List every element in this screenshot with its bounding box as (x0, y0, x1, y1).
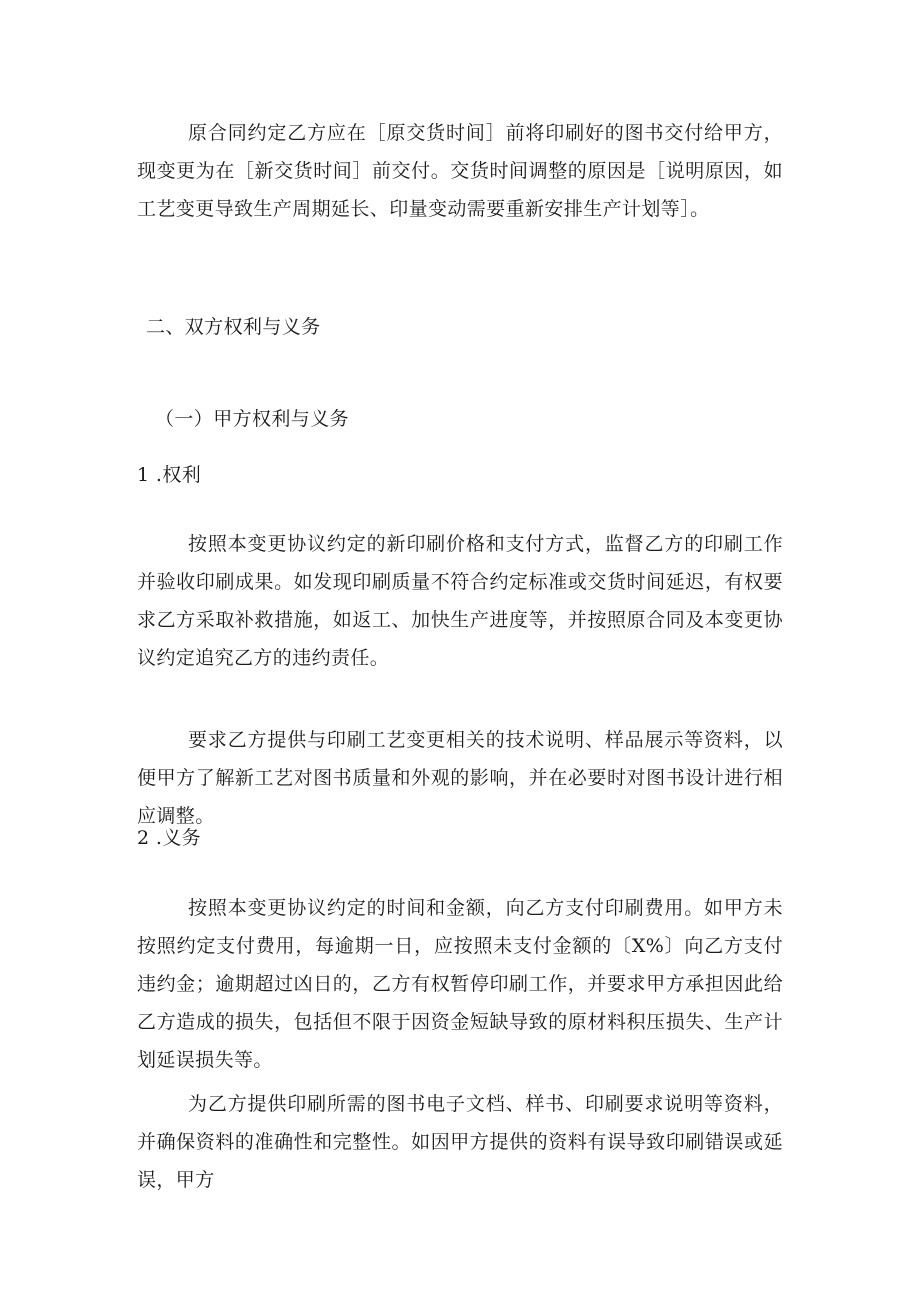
duties-paragraph-1: 按照本变更协议约定的时间和金额，向乙方支付印刷费用。如甲方未按照约定支付费用，每逾期一日，应按照未支付金额的〔X%〕向乙方支付违约金；逾期超过凶日的，乙方有权暂停印刷工作，并要求甲方承担因此给乙方造成的损失，包括但不限于因资金短缺导致的原材料积压损失、生产计划延误损失等。 (137, 897, 783, 1071)
section-title: 二、双方权利与义务 (146, 316, 321, 338)
rights-paragraph-1: 按照本变更协议约定的新印刷价格和支付方式，监督乙方的印刷工作并验收印刷成果。如发现印刷质量不符合约定标准或交货时间延迟，有权要求乙方采取补救措施，如返工、加快生产进度等，并按照原合同及本变更协议约定追究乙方的违约责任。 (137, 533, 783, 669)
duties-heading: 2 .义务 (137, 827, 202, 849)
subsection-title: （一）甲方权利与义务 (155, 408, 350, 430)
rights-heading: 1 .权利 (137, 464, 202, 486)
rights-paragraph-2: 要求乙方提供与印刷工艺变更相关的技术说明、样品展示等资料，以便甲方了解新工艺对图书质量和外观的影响，并在必要时对图书设计进行相应调整。 (137, 729, 783, 827)
duties-paragraph-2: 为乙方提供印刷所需的图书电子文档、样书、印刷要求说明等资料，并确保资料的准确性和完整性。如因甲方提供的资料有误导致印刷错误或延误，甲方 (137, 1093, 783, 1191)
intro-paragraph: 原合同约定乙方应在［原交货时间］前将印刷好的图书交付给甲方，现变更为在［新交货时间］前交付。交货时间调整的原因是［说明原因，如工艺变更导致生产周期延长、印量变动需要重新安排生产计划等］。 (137, 122, 783, 220)
